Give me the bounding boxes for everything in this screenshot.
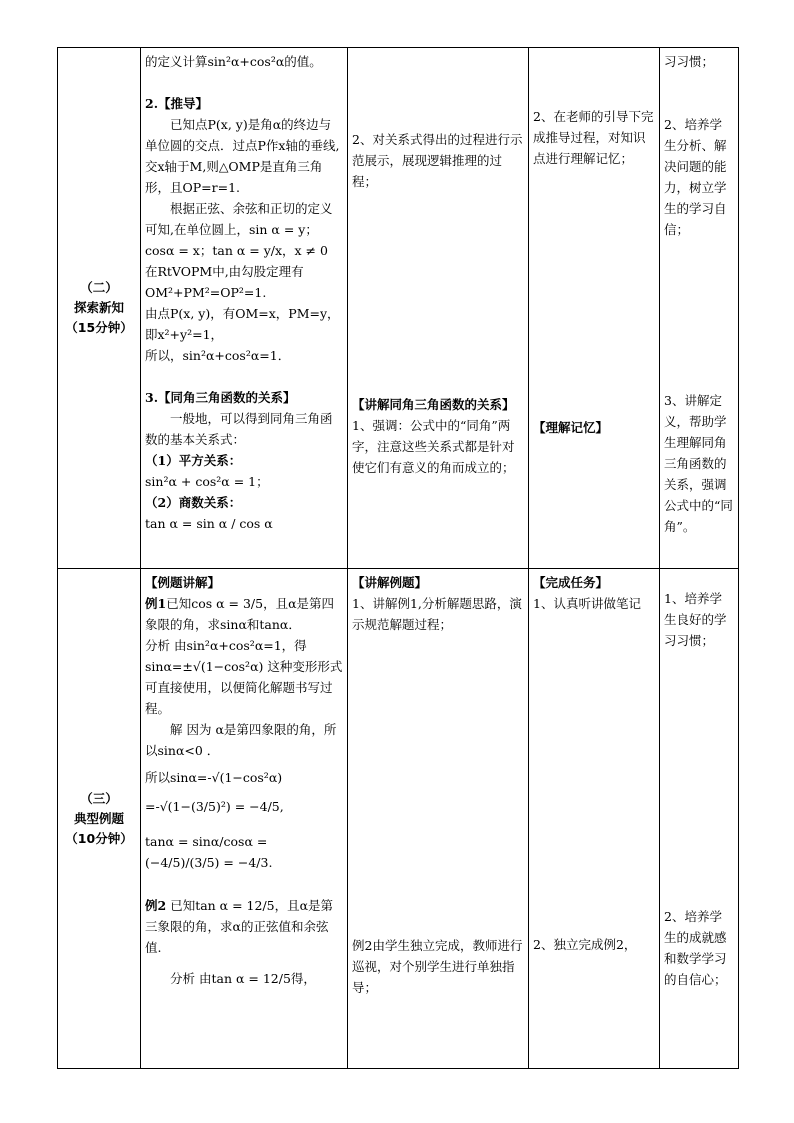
- student-cell-explore: [529, 48, 660, 569]
- section-title-derive: 2.【推导】: [145, 96, 209, 111]
- example-1-solution-3: =-√(1−(3/5)²) = −4/5,: [145, 799, 284, 814]
- stage-title: 典型例题: [73, 810, 124, 826]
- formula: tan α = sin α / cos α: [145, 516, 273, 531]
- teacher-activity-title: 【讲解同角三角函数的关系】: [352, 397, 515, 412]
- stage-number: （三）: [80, 790, 118, 806]
- stage-duration: （10分钟）: [65, 830, 133, 846]
- example-2: [145, 895, 343, 958]
- row-examples: [58, 569, 739, 1069]
- example-1-analysis: 分析 由sin²α+cos²α=1，得: [145, 638, 307, 653]
- content-text: 的定义计算sin²α+cos²α的值。: [145, 54, 322, 69]
- student-activity-title: 【理解记忆】: [533, 420, 609, 435]
- formula: sin²α + cos²α = 1；: [145, 474, 269, 489]
- teacher-cell-explore: [348, 48, 529, 569]
- stage-title: 探索新知: [73, 300, 124, 315]
- content-text: 由点P(x, y)，有OM=x，PM=y，即x²+y²=1，: [145, 306, 340, 342]
- content-cell-explore: [141, 48, 348, 569]
- example-2-analysis: 分析 由tan α = 12/5得，: [170, 971, 316, 986]
- stage-cell-explore: [58, 48, 141, 569]
- formula: cosα = x；tan α = y/x，x ≠ 0: [145, 243, 328, 258]
- stage-duration: （15分钟）: [65, 320, 133, 335]
- section-title-relations: 3.【同角三角函数的关系】: [145, 390, 296, 405]
- teacher-activity: 1、讲解例1,分析解题思路，演示规范解题过程；: [352, 596, 522, 632]
- teacher-activity: 例2由学生独立完成，教师进行巡视，对个别学生进行单独指导；: [352, 938, 523, 995]
- example-1-solution-4: tanα = sinα/cosα = (−4/5)/(3/5) = −4/3.: [145, 834, 273, 870]
- content-text: 根据正弦、余弦和正切的定义可知,在单位圆上，sin α = y；: [145, 201, 333, 237]
- intent-cell-explore: [660, 48, 739, 569]
- lesson-plan-table: [57, 47, 739, 1069]
- content-text: 在RtVOPM中,由勾股定理有OM²+PM²=OP²=1.: [145, 264, 304, 300]
- design-intent: 2、培养学生分析、解决问题的能力，树立学生的学习自信；: [664, 117, 727, 237]
- example-2-label: 例2: [145, 898, 167, 913]
- teacher-activity-title: 【讲解例题】: [352, 575, 428, 590]
- intent-cell-examples: [660, 569, 739, 1069]
- section-title-examples: 【例题讲解】: [145, 575, 221, 590]
- design-intent: 2、培养学生的成就感和数学学习的自信心；: [664, 909, 727, 987]
- example-1-solution: 解 因为 α是第四象限的角，所以sinα<0 ．: [145, 722, 337, 758]
- content-text: 所以，sin²α+cos²α=1．: [145, 348, 291, 363]
- design-intent: 3、讲解定义，帮助学生理解同角三角函数的关系，强调公式中的“同角”。: [664, 393, 733, 534]
- teacher-cell-examples: [348, 569, 529, 1069]
- stage-cell-examples: [58, 569, 141, 1069]
- example-1-text: 已知cos α = 3/5，且α是第四象限的角，求sinα和tanα．: [145, 596, 335, 632]
- stage-number: （二）: [80, 280, 118, 295]
- teacher-activity: 1、强调：公式中的“同角”两字，注意这些关系式都是针对使它们有意义的角而成立的；: [352, 418, 515, 475]
- student-activity-title: 【完成任务】: [533, 575, 609, 590]
- content-text: 已知点P(x, y)是角α的终边与单位圆的交点．过点P作x轴的垂线,交x轴于M,则△OMP是直角三角形，且OP=r=1.: [145, 117, 340, 195]
- label-square-relation: （1）平方关系：: [145, 453, 242, 468]
- design-intent: 1、培养学生良好的学习习惯；: [664, 591, 727, 648]
- row-explore: [58, 48, 739, 569]
- example-1: [145, 593, 343, 635]
- label-quotient-relation: （2）商数关系：: [145, 495, 242, 510]
- student-activity: 2、独立完成例2，: [533, 937, 637, 952]
- content-text: 一般地，可以得到同角三角函数的基本关系式：: [145, 411, 333, 447]
- content-cell-examples: [141, 569, 348, 1069]
- student-cell-examples: [529, 569, 660, 1069]
- student-activity: 1、认真听讲做笔记: [533, 596, 641, 611]
- example-1-label: 例1: [145, 596, 167, 611]
- teacher-activity: 2、对关系式得出的过程进行示范展示，展现逻辑推理的过程；: [352, 132, 523, 189]
- example-1-solution-2: 所以sinα=-√(1−cos²α): [145, 770, 283, 785]
- example-1-analysis-2: sinα=±√(1−cos²α) 这种变形形式可直接使用，以便简化解题书写过程。: [145, 659, 343, 716]
- student-activity: 2、在老师的引导下完成推导过程，对知识点进行理解记忆；: [533, 109, 654, 166]
- example-2-text: 已知tan α = 12/5，且α是第三象限的角，求α的正弦值和余弦值.: [145, 898, 334, 955]
- design-intent: 习习惯；: [664, 54, 715, 69]
